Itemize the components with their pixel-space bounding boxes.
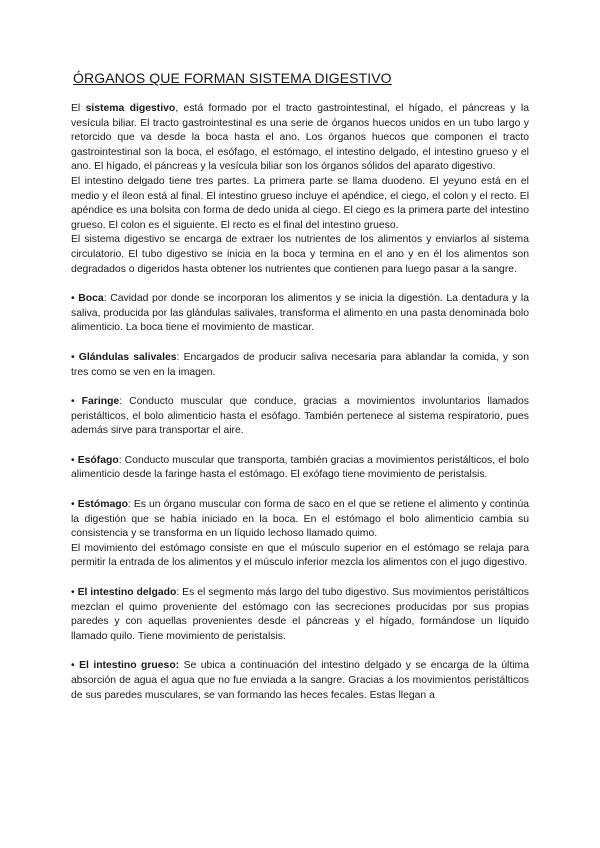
item-heading: El intestino delgado xyxy=(77,587,177,599)
intro-paragraph-1 xyxy=(71,102,529,175)
list-item-esofago xyxy=(71,454,529,483)
item-heading: Glándulas salivales xyxy=(78,351,177,363)
item-text: : Conducto muscular que conduce, gracias a movimientos involuntarios llamados peristálticos, el bolo alimenticio hasta el esófago. También pertenece al sistema respiratorio, pues además sirve para transportar el aire. xyxy=(71,396,529,437)
intro-text: , está formado por el tracto gastrointestinal, el hígado, el páncreas y la vesícula biliar. El tracto gastrointestinal es una serie de órganos huecos unidos en un tubo largo y retorcido que va desde la boca hasta el ano. Los órganos huecos que componen el tracto gastrointestinal son la boca, el esófago, el estómago, el intestino delgado, el intestino grueso y el ano. El hígado, el páncreas y la vesícula biliar son los órganos sólidos del aparato digestivo. xyxy=(71,103,529,173)
bullet-glyph: • xyxy=(71,293,79,305)
item-text: : Conducto muscular que transporta, también gracias a movimientos peristálticos, el bolo alimenticio desde la faringe hasta el estómago. El exófago tiene movimiento de peristalsis. xyxy=(71,454,529,481)
list-item-estomago xyxy=(71,498,529,542)
list-item-glandulas-salivales xyxy=(71,351,529,380)
list-item-intestino-grueso xyxy=(71,659,529,703)
intro-bold-term: sistema digestivo xyxy=(85,103,176,114)
item-text: : Encargados de producir saliva necesaria para ablandar la comida, y son tres como se ven en la imagen. xyxy=(71,351,529,378)
list-item-boca xyxy=(71,292,529,336)
item-text: : Es el segmento más largo del tubo digestivo. Sus movimientos peristálticos mezclan el quimo proveniente del estómago con las secreciones producidas por sus propias paredes y con aquellas provenientes desde el páncreas y el hígado, formándose un líquido llamado quilo. Tiene movimiento de peristalsis. xyxy=(71,587,529,642)
document-body xyxy=(71,102,529,703)
item-heading: Estómago xyxy=(77,499,128,511)
bullet-glyph: • xyxy=(71,499,78,511)
item-heading: Boca xyxy=(78,293,104,305)
bullet-glyph: • xyxy=(71,660,80,672)
intro-paragraph-2: El intestino delgado tiene tres partes. La primera parte se llama duodeno. El yeyuno está en el medio y el íleon está al final. El intestino grueso incluye el apéndice, el ciego, el colon y el recto. El apéndice es una bolsita con forma de dedo unida al ciego. El ciego es la primera parte del intestino grueso. El colon es el siguiente. El recto es el final del intestino grueso. xyxy=(71,175,529,231)
item-text: : Cavidad por donde se incorporan los alimentos y se inicia la digestión. La dentadura y la saliva, producida por las glándulas salivales, transforma el alimento en una pasta denominada bolo alimenticio. La boca tiene el movimiento de masticar. xyxy=(71,293,529,334)
page-title: ÓRGANOS QUE FORMAN SISTEMA DIGESTIVO xyxy=(73,70,392,86)
item-text: : Es un órgano muscular con forma de saco en el que se retiene el alimento y continúa la digestión que se había iniciado en la boca. En el estómago el bolo alimenticio cambia su consistencia y se transforma en un líquido lechoso llamado quimo. xyxy=(71,499,529,540)
item-heading: Esófago xyxy=(77,454,119,466)
intro-paragraph-3: El sistema digestivo se encarga de extraer los nutrientes de los alimentos y enviarlos al sistema circulatorio. El tubo digestivo se inicia en la boca y termina en el ano y en él los alimentos son degradados o digeridos hasta obtener los nutrientes que contienen para luego pasar a la sangre. xyxy=(71,234,529,275)
bullet-glyph: • xyxy=(71,351,79,363)
list-item-intestino-delgado xyxy=(71,586,529,644)
bullet-glyph: • xyxy=(71,454,78,466)
list-item-faringe xyxy=(71,395,529,439)
intro-lead: El xyxy=(71,103,86,114)
estomago-extra-paragraph: El movimiento del estómago consiste en que el músculo superior en el estómago se relaja para permitir la entrada de los alimentos y el músculo inferior mezcla los alimentos con el jugo digestivo. xyxy=(71,542,529,569)
bullet-glyph: • xyxy=(71,587,78,599)
item-heading: El intestino grueso: xyxy=(79,660,180,672)
item-text: Se ubica a continuación del intestino delgado y se encarga de la última absorción de agua el agua que no fue enviada a la sangre. Gracias a los movimientos peristálticos de sus paredes musculares, se van formando las heces fecales. Estas llegan a xyxy=(71,660,529,701)
item-heading: Faringe xyxy=(81,396,120,408)
bullet-glyph: • xyxy=(71,396,82,408)
